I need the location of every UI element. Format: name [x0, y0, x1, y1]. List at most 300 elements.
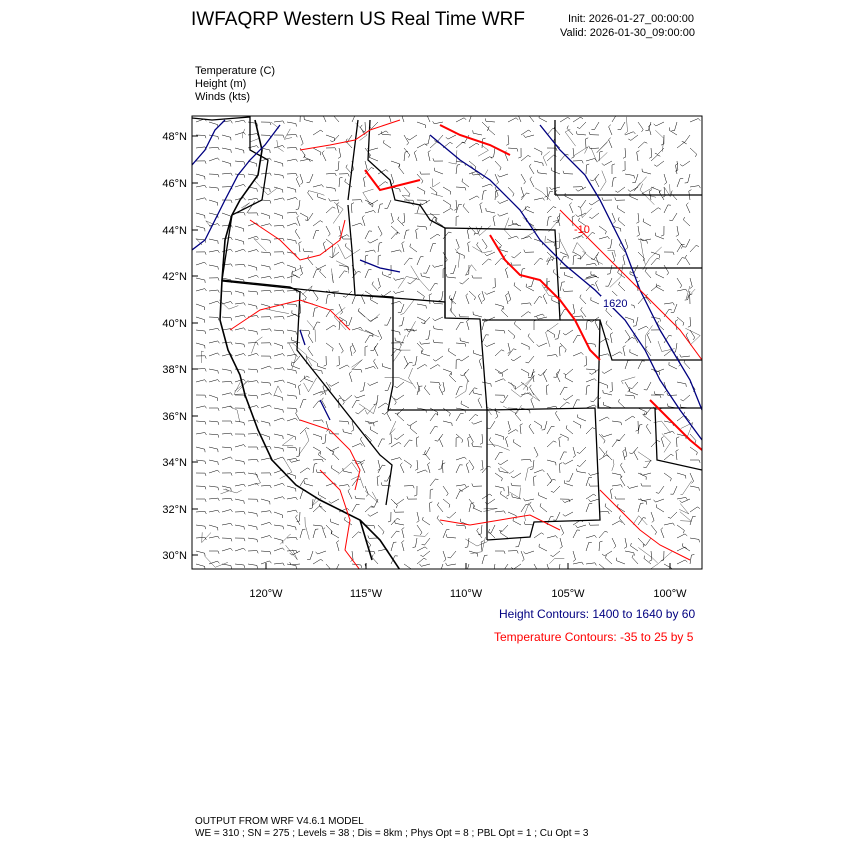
wind-barb: [209, 200, 218, 206]
wind-barb: [261, 239, 271, 243]
wind-barb: [466, 294, 469, 304]
wind-barb: [318, 492, 326, 499]
wind-barb: [339, 304, 343, 314]
wind-barb: [456, 434, 463, 443]
wind-barb: [478, 398, 482, 408]
wind-barb: [274, 447, 284, 452]
wind-barb: [498, 174, 508, 177]
wind-barb: [456, 413, 464, 421]
wind-barb: [222, 457, 232, 460]
wind-barb: [520, 424, 523, 434]
wind-barb: [300, 400, 306, 409]
wind-barb: [351, 421, 354, 432]
wind-barb: [622, 161, 625, 171]
wind-barb: [209, 265, 218, 270]
wind-barb: [482, 259, 491, 265]
wind-barb: [209, 470, 220, 473]
wind-barb: [472, 275, 482, 278]
wind-barb: [222, 433, 232, 436]
wind-barb: [576, 525, 587, 528]
wind-barb: [300, 112, 303, 122]
county-lines: [196, 117, 700, 572]
wind-barb: [514, 321, 521, 330]
wind-barb: [404, 356, 408, 366]
wind-barb: [430, 142, 439, 148]
wind-barb: [642, 169, 651, 174]
wind-barb: [690, 516, 696, 525]
wind-barb: [274, 174, 284, 178]
wind-barb: [629, 447, 638, 454]
wind-barb: [209, 278, 219, 281]
wind-barb: [394, 291, 405, 293]
wind-barb: [546, 385, 549, 395]
wind-barb: [235, 548, 246, 551]
wind-barb: [461, 401, 469, 408]
wind-barb: [534, 470, 544, 473]
county-line: [472, 247, 492, 253]
wind-barb: [638, 122, 643, 132]
county-line: [621, 377, 635, 384]
county-line: [280, 534, 291, 544]
wind-barb: [404, 151, 408, 161]
wind-barb: [261, 405, 271, 408]
wind-barb: [586, 494, 596, 499]
wind-barb: [402, 541, 404, 552]
wind-barb: [468, 437, 471, 447]
wind-barb: [643, 219, 651, 226]
wind-barb: [313, 401, 322, 408]
wind-barb: [661, 226, 664, 236]
wind-barb: [399, 164, 405, 174]
wind-barb: [313, 130, 323, 135]
wind-barb: [690, 555, 694, 565]
wind-barb: [577, 447, 586, 453]
wind-barb: [287, 147, 297, 150]
wind-barb: [416, 229, 419, 239]
wind-barb: [443, 421, 452, 426]
wind-barb: [645, 122, 651, 131]
wind-barb: [456, 343, 466, 347]
wind-barb: [690, 245, 699, 252]
county-line: [500, 467, 514, 474]
height-contour-label: 1620: [603, 298, 628, 310]
wind-barb: [261, 290, 271, 293]
wind-barb: [654, 391, 664, 395]
wind-barb: [235, 472, 245, 475]
wind-barb: [365, 211, 376, 214]
wind-barb: [547, 355, 557, 358]
wind-barb: [313, 185, 324, 187]
wind-barb: [394, 499, 404, 504]
wind-barb: [586, 535, 597, 538]
wind-barb: [651, 525, 657, 535]
wind-barb: [274, 368, 284, 371]
wind-barb: [677, 179, 683, 187]
wind-barb: [209, 447, 218, 452]
wind-barb: [638, 499, 647, 505]
wind-barb: [685, 174, 690, 183]
wind-barb: [630, 349, 638, 356]
wind-barb: [287, 537, 297, 540]
wind-barb: [326, 226, 330, 236]
wind-barb: [690, 278, 692, 289]
wind-barb: [209, 408, 219, 411]
wind-barb: [675, 320, 678, 330]
wind-barb: [235, 161, 245, 165]
wind-barb: [514, 283, 521, 292]
wind-barb: [690, 294, 693, 304]
wind-barb: [446, 135, 456, 139]
wind-barb: [449, 348, 457, 356]
wind-barb: [326, 447, 333, 455]
wind-barb: [404, 362, 413, 369]
wind-barb: [196, 226, 205, 231]
wind-barb: [638, 503, 644, 512]
wind-barb: [209, 239, 218, 244]
wind-barb: [521, 155, 531, 161]
wind-barb: [339, 177, 343, 187]
wind-barb: [274, 213, 283, 219]
wind-barb: [654, 161, 664, 166]
wind-barb: [345, 517, 353, 525]
wind-barb: [443, 499, 450, 508]
wind-barb: [489, 529, 495, 538]
wind-barb: [620, 463, 625, 473]
wind-barb: [248, 275, 259, 278]
lat-tick-label: 36°N: [162, 411, 187, 423]
county-line: [223, 489, 241, 493]
wind-barb: [469, 291, 476, 300]
wind-barb: [521, 459, 531, 462]
wind-barb: [508, 118, 518, 122]
wind-barb: [385, 200, 392, 208]
wind-barb: [196, 289, 207, 291]
wind-barb: [274, 161, 283, 167]
wind-barb: [615, 187, 625, 192]
county-line: [201, 351, 203, 363]
wind-barb: [677, 534, 687, 538]
wind-barb: [572, 304, 575, 314]
wind-barb: [661, 551, 664, 561]
wind-barb: [326, 173, 336, 176]
wind-barb: [495, 330, 505, 333]
wind-barb: [248, 330, 257, 335]
wind-barb: [573, 562, 583, 565]
wind-barb: [222, 406, 233, 409]
wind-barb: [443, 200, 451, 208]
county-line: [398, 276, 420, 288]
wind-barb: [399, 317, 404, 326]
wind-barb: [456, 485, 466, 488]
wind-barb: [248, 499, 258, 502]
wind-barb: [638, 361, 645, 369]
wind-barb: [248, 291, 258, 295]
wind-barb: [319, 503, 326, 512]
wind-barb: [528, 334, 534, 343]
wind-barb: [463, 204, 469, 213]
wind-barb: [287, 187, 296, 193]
wind-barb: [563, 171, 573, 174]
wind-barb: [521, 382, 528, 391]
county-line: [523, 217, 538, 238]
county-line: [409, 368, 416, 389]
wind-barb: [309, 499, 313, 509]
county-line: [511, 390, 525, 398]
wind-barb: [261, 265, 270, 270]
wind-barb: [602, 161, 612, 165]
wind-barb: [638, 473, 646, 480]
wind-barb: [479, 359, 482, 370]
wind-barb: [612, 473, 621, 478]
wind-barbs: [196, 112, 700, 575]
wind-barb: [209, 290, 219, 293]
wind-barb: [248, 395, 258, 399]
wind-barb: [322, 112, 326, 122]
wind-barb: [401, 112, 404, 123]
wind-barb: [664, 265, 669, 275]
wind-barb: [287, 135, 297, 138]
wind-barb: [196, 135, 206, 138]
wind-barb: [550, 551, 560, 557]
wind-barb: [573, 236, 583, 239]
wind-barb: [560, 309, 567, 317]
temperature-contour-label: -10: [574, 224, 590, 236]
wind-barb: [610, 333, 613, 343]
field-label-winds: Winds (kts): [195, 91, 250, 103]
lon-tick-label: 105°W: [551, 588, 585, 600]
wind-barb: [437, 564, 443, 573]
wind-barb: [508, 148, 518, 152]
wind-barb: [560, 499, 570, 502]
wind-barb: [307, 174, 313, 182]
wind-barb: [586, 284, 595, 291]
wind-barb: [391, 499, 397, 508]
wind-barb: [677, 278, 682, 288]
wind-barb: [506, 135, 509, 145]
wind-barb: [631, 543, 638, 551]
wind-barb: [313, 148, 321, 155]
county-line: [289, 343, 296, 369]
wind-barb: [534, 258, 543, 265]
wind-barb: [398, 217, 404, 226]
wind-barb: [248, 250, 259, 253]
wind-barb: [551, 486, 560, 492]
wind-barb: [261, 135, 271, 138]
wind-barb: [619, 282, 625, 291]
wind-barb: [235, 239, 244, 245]
wind-barb: [565, 193, 573, 200]
wind-barb: [557, 239, 561, 249]
wind-barb: [287, 174, 297, 177]
wind-barb: [407, 496, 417, 499]
coastline: [220, 120, 400, 570]
county-line: [465, 265, 476, 276]
wind-barb: [443, 530, 449, 538]
wind-barb: [352, 200, 362, 203]
county-line: [470, 537, 485, 554]
wind-barb: [688, 317, 691, 327]
wind-barb: [521, 504, 529, 512]
county-line: [385, 377, 413, 383]
state-borders: [192, 117, 702, 540]
wind-barb: [222, 498, 232, 501]
wind-barb: [649, 551, 652, 561]
wind-barb: [664, 205, 671, 213]
wind-barb: [332, 564, 339, 572]
wind-barb: [466, 463, 469, 474]
wind-barb: [365, 231, 372, 239]
wind-barb: [437, 502, 443, 512]
wind-barb: [606, 321, 612, 330]
wind-barb: [209, 395, 218, 401]
county-line: [527, 392, 540, 401]
wind-barb: [560, 387, 567, 395]
county-line: [251, 337, 262, 354]
wind-barb: [661, 528, 664, 538]
wind-barb: [543, 372, 547, 382]
county-line: [414, 533, 429, 537]
wind-barb: [690, 507, 700, 512]
wind-barb: [599, 226, 606, 234]
wind-barb: [656, 271, 664, 278]
wind-barb: [324, 356, 327, 366]
wind-barb: [402, 528, 404, 539]
wind-barb: [485, 118, 495, 122]
lat-tick-label: 42°N: [162, 271, 187, 283]
wind-barb: [317, 363, 326, 369]
wind-barb: [506, 486, 509, 496]
wind-barb: [331, 531, 339, 539]
wind-barb: [586, 263, 596, 266]
wind-barb: [450, 265, 456, 274]
wind-barb: [602, 197, 612, 200]
wind-barb: [531, 398, 534, 408]
wind-barb: [287, 510, 297, 513]
county-line: [338, 244, 361, 259]
county-line: [476, 226, 491, 236]
wind-barb: [209, 301, 220, 304]
wind-barb: [468, 242, 471, 252]
wind-barb: [534, 320, 537, 330]
county-line: [633, 516, 647, 525]
wind-barb: [511, 564, 521, 569]
wind-barb: [521, 130, 531, 135]
wind-barb: [222, 523, 232, 526]
county-line: [535, 188, 551, 201]
wind-barb: [209, 369, 218, 374]
county-line: [662, 434, 671, 453]
wind-barb: [495, 161, 501, 170]
wind-barb: [589, 499, 600, 502]
wind-barb: [196, 537, 206, 540]
wind-barb: [456, 457, 466, 460]
wind-barb: [513, 439, 521, 447]
wind-barb: [446, 534, 456, 538]
lat-tick-label: 48°N: [162, 131, 187, 143]
wind-barb: [473, 312, 482, 317]
wind-barb: [459, 314, 469, 317]
wind-barb: [690, 538, 700, 542]
county-line: [600, 171, 606, 191]
county-line: [338, 462, 358, 474]
county-line: [333, 202, 343, 223]
wind-barb: [612, 421, 622, 425]
wind-barb: [482, 191, 487, 201]
wind-barb: [352, 400, 360, 408]
wind-barb: [391, 250, 402, 252]
wind-barb: [287, 304, 297, 307]
wind-barb: [625, 382, 630, 392]
wind-barb: [609, 125, 612, 135]
wind-barb: [534, 161, 543, 166]
wind-barb: [248, 525, 257, 530]
wind-barb: [467, 229, 470, 239]
wind-barb: [624, 447, 627, 457]
wind-barb: [664, 473, 671, 481]
wind-barb: [222, 317, 232, 321]
wind-barb: [508, 236, 519, 239]
wind-barb: [222, 510, 233, 513]
wind-barb: [524, 135, 535, 138]
county-line: [363, 189, 374, 207]
lon-tick-label: 110°W: [449, 588, 483, 600]
wind-barb: [439, 437, 443, 447]
wind-barb: [651, 512, 654, 522]
wind-barb: [534, 421, 542, 429]
wind-barb: [521, 187, 524, 198]
wind-barb: [456, 322, 464, 330]
wind-barb: [287, 447, 297, 451]
wind-barb: [534, 476, 537, 486]
field-label-temperature: Temperature (C): [195, 65, 276, 77]
wind-barb: [196, 395, 206, 398]
wind-barb: [378, 242, 382, 252]
wind-barb: [326, 148, 336, 151]
wind-barb: [287, 212, 297, 215]
wind-barb: [469, 460, 474, 470]
wind-barb: [209, 460, 218, 465]
wind-barb: [508, 421, 510, 432]
county-line: [358, 311, 380, 322]
wind-barb: [222, 538, 232, 541]
wind-barb: [333, 113, 339, 122]
wind-barb: [460, 278, 469, 284]
wind-barb: [456, 187, 466, 190]
wind-barb: [450, 291, 456, 300]
height-contour-legend: Height Contours: 1400 to 1640 by 60: [499, 607, 696, 621]
wind-barb: [313, 459, 323, 462]
wind-barb: [391, 542, 396, 551]
wind-barb: [209, 224, 220, 226]
wind-barb: [196, 447, 205, 452]
wind-barb: [518, 112, 521, 122]
wind-barb: [524, 250, 534, 253]
wind-barb: [287, 550, 297, 553]
wind-barb: [235, 148, 244, 153]
wind-barb: [651, 395, 661, 398]
wind-barb: [313, 525, 323, 529]
wind-barb: [615, 496, 625, 499]
wind-barb: [684, 360, 690, 369]
wind-barb: [337, 356, 340, 366]
wind-barb: [378, 465, 385, 473]
wind-barb: [348, 489, 352, 499]
wind-barb: [683, 217, 690, 226]
county-line: [640, 184, 654, 205]
wind-barb: [333, 451, 339, 460]
wind-barb: [391, 161, 400, 167]
county-line: [274, 386, 282, 396]
